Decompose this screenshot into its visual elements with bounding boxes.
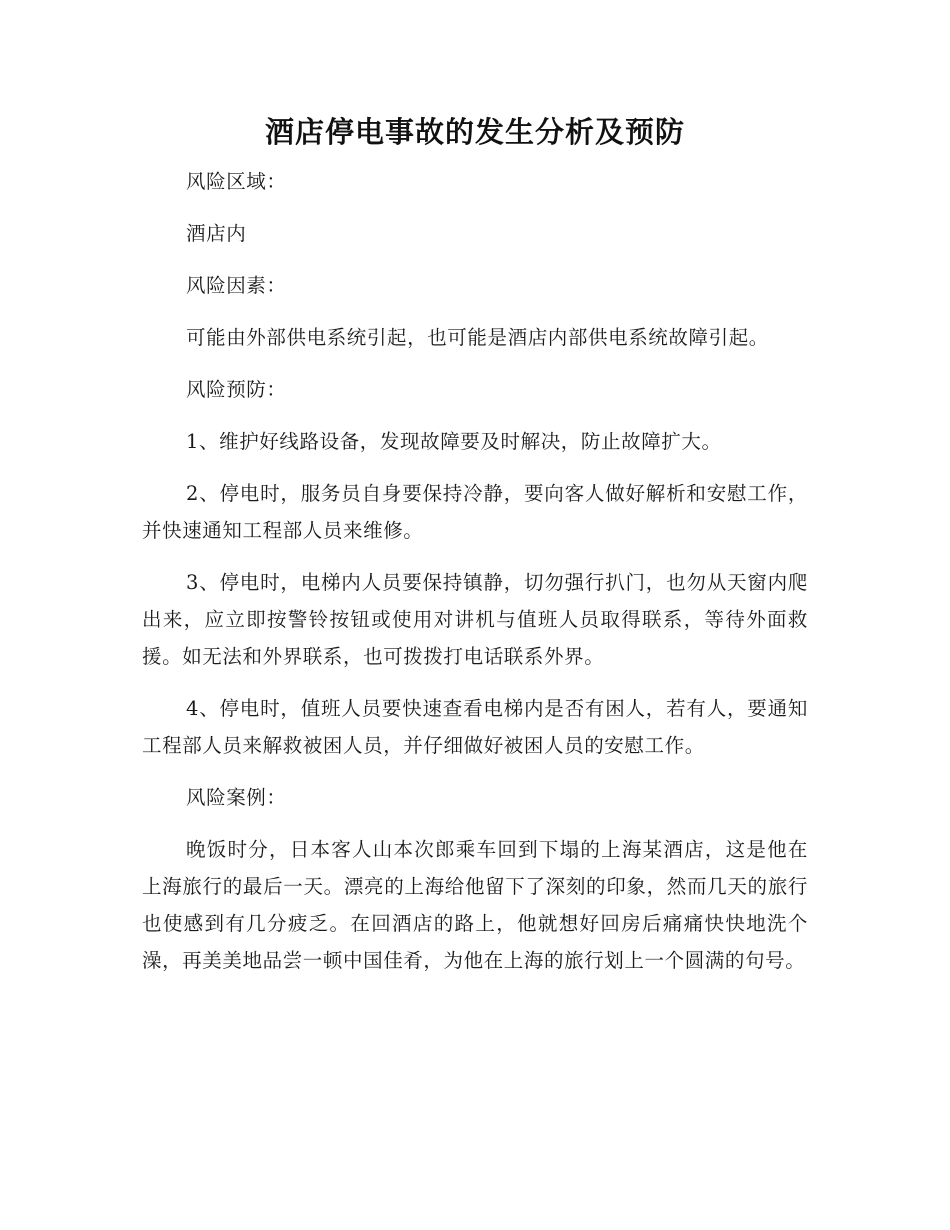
- section-label-risk-area: 风险区域：: [186, 170, 287, 193]
- risk-case-text: 晚饭时分，日本客人山本次郎乘车回到下塌的上海某酒店，这是他在上海旅行的最后一天。漂亮的上海给他留下了深刻的印象，然而几天的旅行也使感到有几分疲乏。在回酒店的路上，他就想好回房后痛痛快快地洗个澡，再美美地品尝一顿中国佳肴，为他在上海的旅行划上一个圆满的句号。: [142, 838, 808, 972]
- risk-area-text: 酒店内: [186, 222, 247, 245]
- document-body: [142, 163, 808, 979]
- prevention-item-1: 1、维护好线路设备，发现故障要及时解决，防止故障扩大。: [186, 430, 722, 453]
- risk-factors-text: 可能由外部供电系统引起，也可能是酒店内部供电系统故障引起。: [186, 326, 769, 349]
- section-label-risk-prevention: 风险预防：: [186, 378, 287, 401]
- prevention-item-2: 2、停电时，服务员自身要保持冷静，要向客人做好解析和安慰工作，并快速通知工程部人员来维修。: [142, 482, 808, 542]
- prevention-item-4: 4、停电时，值班人员要快速查看电梯内是否有困人，若有人，要通知工程部人员来解救被困人员，并仔细做好被困人员的安慰工作。: [142, 697, 808, 757]
- section-label-risk-factors: 风险因素：: [186, 274, 287, 297]
- section-label-risk-case: 风险案例：: [186, 786, 287, 809]
- document-title: 酒店停电事故的发生分析及预防: [264, 115, 685, 149]
- prevention-item-3: 3、停电时，电梯内人员要保持镇静，切勿强行扒门，也勿从天窗内爬出来，应立即按警铃按钮或使用对讲机与值班人员取得联系，等待外面救援。如无法和外界联系，也可拨拨打电话联系外界。: [142, 571, 808, 668]
